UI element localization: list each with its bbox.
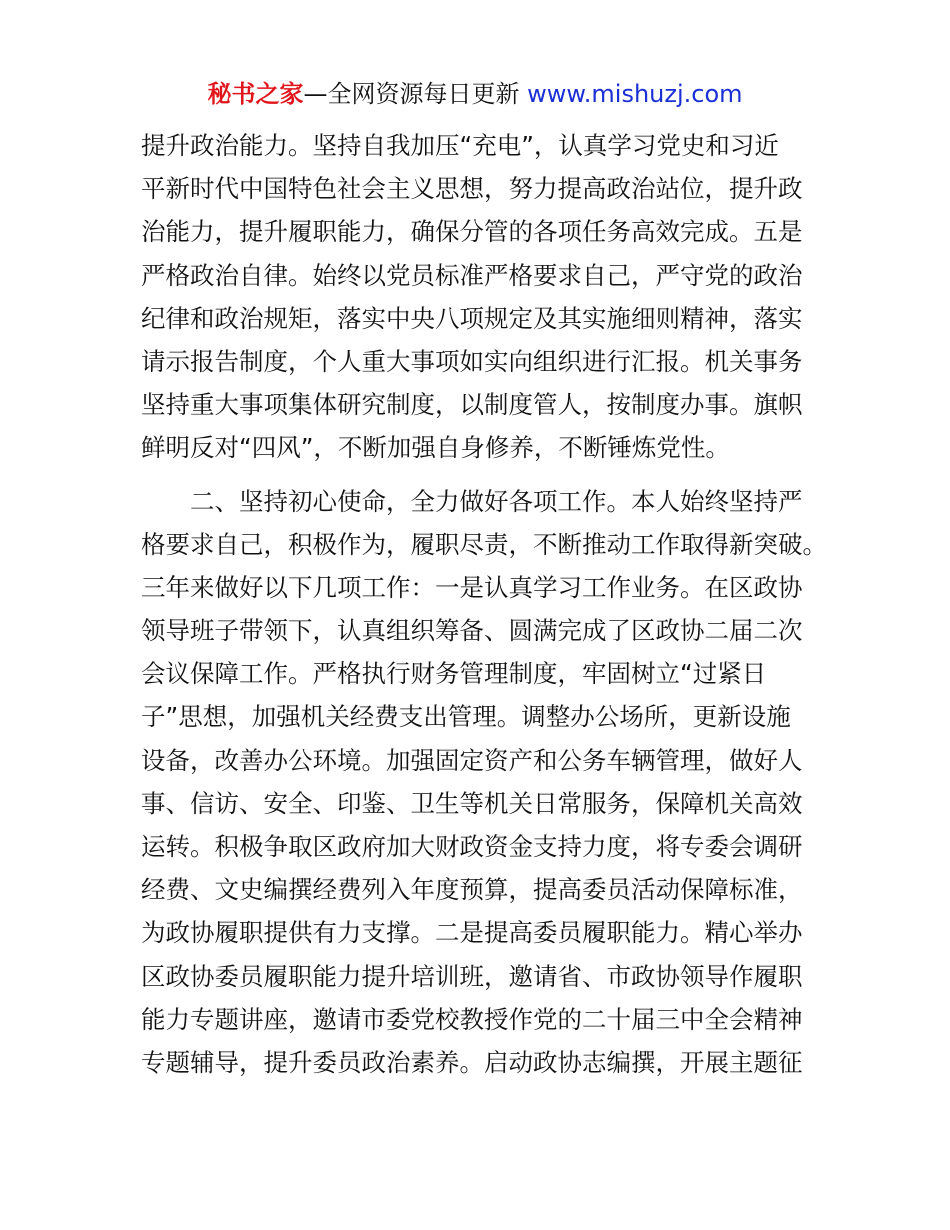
- text-line: 区政协委员履职能力提升培训班，邀请省、市政协领导作履职: [141, 961, 803, 991]
- text-line: 专题辅导，提升委员政治素养。启动政协志编撰，开展主题征: [141, 1047, 803, 1077]
- text-line: 请示报告制度，个人重大事项如实向组织进行汇报。机关事务: [141, 346, 803, 376]
- text-line: 提升政治能力。坚持自我加压“充电”，认真学习党史和习近: [141, 131, 779, 160]
- text-line: 经费、文史编撰经费列入年度预算，提高委员活动保障标准，: [141, 875, 803, 905]
- text-line: 设备，改善办公环境。加强固定资产和公务车辆管理，做好人: [141, 745, 803, 775]
- paragraph-2: [141, 480, 831, 1085]
- document-body: [141, 124, 831, 1084]
- text-line: 纪律和政治规矩，落实中央八项规定及其实施细则精神，落实: [141, 303, 803, 333]
- text-line: 格要求自己，积极作为，履职尽责，不断推动工作取得新突破。: [141, 529, 827, 559]
- site-header: [0, 78, 950, 110]
- text-line: 平新时代中国特色社会主义思想，努力提高政治站位，提升政: [141, 174, 803, 204]
- site-url[interactable]: www.mishuzj.com: [527, 80, 743, 108]
- text-line: 二、坚持初心使命，全力做好各项工作。本人始终坚持严: [141, 486, 803, 516]
- text-line: 坚持重大事项集体研究制度，以制度管人，按制度办事。旗帜: [141, 390, 803, 420]
- text-line: 鲜明反对“四风”，不断加强自身修养，不断锤炼党性。: [141, 433, 730, 463]
- text-line: 事、信访、安全、印鉴、卫生等机关日常服务，保障机关高效: [141, 788, 803, 818]
- text-line: 能力专题讲座，邀请市委党校教授作党的二十届三中全会精神: [141, 1004, 803, 1034]
- paragraph-1: [141, 124, 831, 470]
- text-line: 领导班子带领下，认真组织筹备、圆满完成了区政协二届二次: [141, 616, 803, 646]
- text-line: 治能力，提升履职能力，确保分管的各项任务高效完成。五是: [141, 217, 803, 247]
- text-line: 会议保障工作。严格执行财务管理制度，牢固树立“过紧日: [141, 659, 767, 689]
- header-tagline: —全网资源每日更新: [303, 80, 528, 108]
- text-line: 三年来做好以下几项工作：一是认真学习工作业务。在区政协: [141, 572, 803, 602]
- brand-name: 秘书之家: [207, 80, 304, 108]
- text-line: 子”思想，加强机关经费支出管理。调整办公场所，更新设施: [141, 702, 791, 732]
- text-line: 严格政治自律。始终以党员标准严格要求自己，严守党的政治: [141, 260, 803, 290]
- text-line: 运转。积极争取区政府加大财政资金支持力度，将专委会调研: [141, 832, 803, 861]
- text-line: 为政协履职提供有力支撑。二是提高委员履职能力。精心举办: [141, 918, 803, 948]
- paragraph-spacer: [141, 470, 831, 480]
